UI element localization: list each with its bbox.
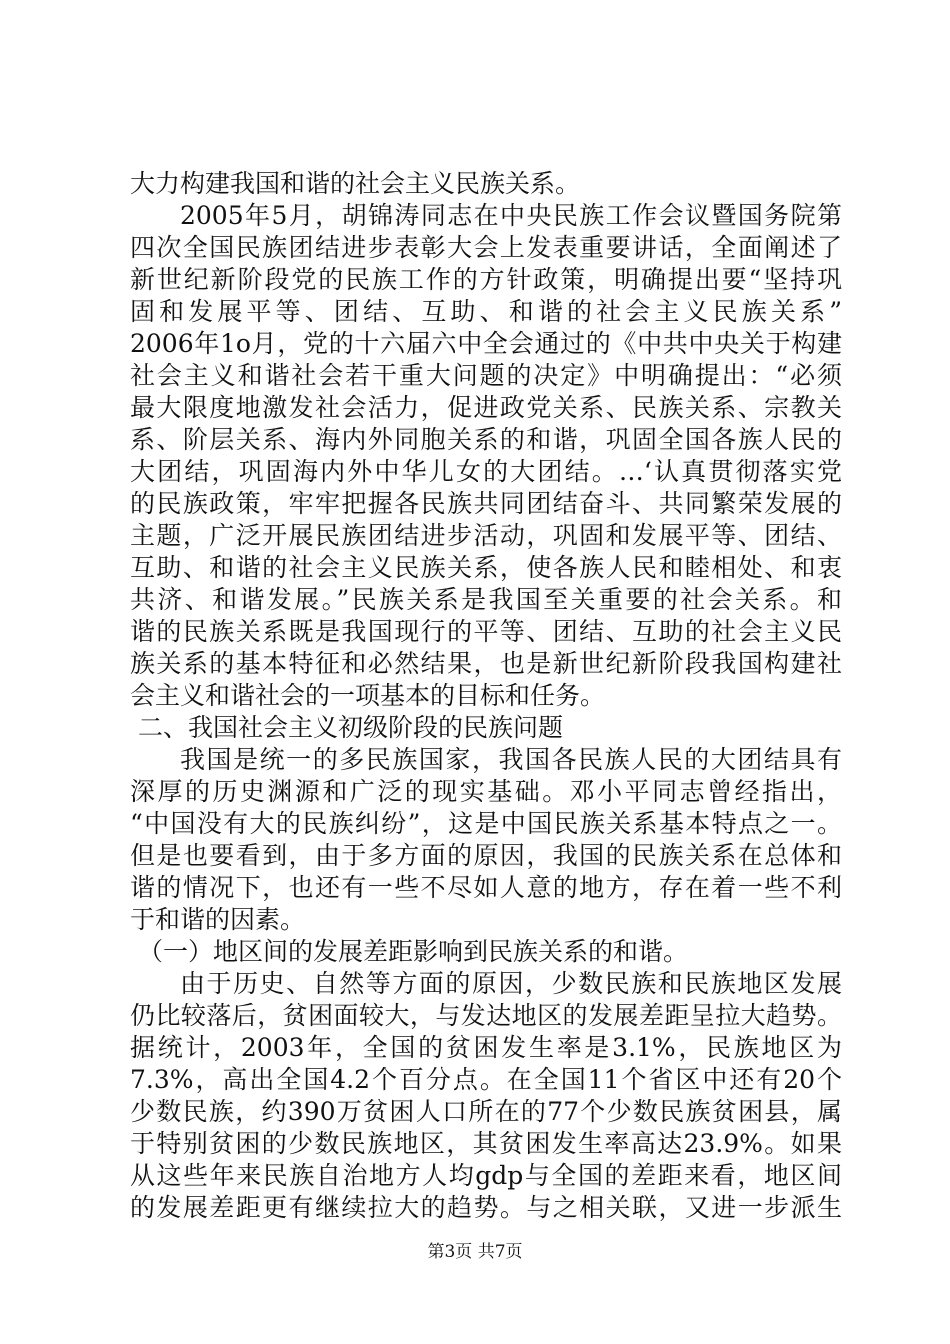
text-line: 深厚的历史渊源和广泛的现实基础。邓小平同志曾经指出， — [130, 777, 842, 806]
text-line: 于特别贫困的少数民族地区，其贫困发生率高达23.9%。如果 — [130, 1129, 842, 1158]
page-number-footer: 第3页 共7页 — [427, 1242, 523, 1262]
text-line: 的发展差距更有继续拉大的趋势。与之相关联，又进一步派生 — [130, 1193, 842, 1222]
text-line: 2006年1o月，党的十六届六中全会通过的《中共中央关于构建 — [130, 329, 842, 358]
text-line: 固和发展平等、团结、互助、和谐的社会主义民族关系” — [130, 297, 842, 326]
text-line: 的民族政策，牢牢把握各民族共同团结奋斗、共同繁荣发展的 — [130, 489, 842, 518]
text-line: 2005年5月，胡锦涛同志在中央民族工作会议暨国务院第 — [180, 201, 842, 230]
text-line: 大力构建我国和谐的社会主义民族关系。 — [130, 169, 581, 198]
text-line: 共济、和谐发展。”民族关系是我国至关重要的社会关系。和 — [130, 585, 842, 614]
subsection-heading: （一）地区间的发展差距影响到民族关系的和谐。 — [138, 937, 689, 966]
text-line: 由于历史、自然等方面的原因，少数民族和民族地区发展 — [180, 969, 842, 998]
text-line: 会主义和谐社会的一项基本的目标和任务。 — [130, 681, 606, 710]
text-line: 我国是统一的多民族国家，我国各民族人民的大团结具有 — [180, 745, 842, 774]
section-heading: 二、我国社会主义初级阶段的民族问题 — [138, 713, 564, 742]
text-line: 社会主义和谐社会若干重大问题的决定》中明确提出：“必须 — [130, 361, 842, 390]
document-body — [130, 168, 842, 1224]
text-line: 从这些年来民族自治地方人均gdp与全国的差距来看，地区间 — [130, 1161, 842, 1190]
text-line: 但是也要看到，由于多方面的原因，我国的民族关系在总体和 — [130, 841, 842, 870]
text-line: 少数民族，约390万贫困人口所在的77个少数民族贫困县，属 — [130, 1097, 842, 1126]
text-line: 谐的民族关系既是我国现行的平等、团结、互助的社会主义民 — [130, 617, 842, 646]
text-line: 新世纪新阶段党的民族工作的方针政策，明确提出要“坚持巩 — [130, 265, 842, 294]
text-line: 四次全国民族团结进步表彰大会上发表重要讲话，全面阐述了 — [130, 233, 842, 262]
text-line: 族关系的基本特征和必然结果，也是新世纪新阶段我国构建社 — [130, 649, 842, 678]
text-line: 于和谐的因素。 — [130, 905, 306, 934]
text-line: 谐的情况下，也还有一些不尽如人意的地方，存在着一些不利 — [130, 873, 842, 902]
text-line: 系、阶层关系、海内外同胞关系的和谐，巩固全国各族人民的 — [130, 425, 842, 454]
text-line: 最大限度地激发社会活力，促进政党关系、民族关系、宗教关 — [130, 393, 842, 422]
text-line: 主题，广泛开展民族团结进步活动，巩固和发展平等、团结、 — [130, 521, 842, 550]
text-line: “中国没有大的民族纠纷”，这是中国民族关系基本特点之一。 — [130, 809, 842, 838]
text-line: 7.3%，高出全国4.2个百分点。在全国11个省区中还有20个 — [130, 1065, 842, 1094]
text-line: 大团结，巩固海内外中华儿女的大团结。…‘认真贯彻落实党 — [130, 457, 842, 486]
text-line: 据统计，2003年，全国的贫困发生率是3.1%，民族地区为 — [130, 1033, 842, 1062]
text-line: 互助、和谐的社会主义民族关系，使各族人民和睦相处、和衷 — [130, 553, 842, 582]
text-line: 仍比较落后，贫困面较大，与发达地区的发展差距呈拉大趋势。 — [130, 1001, 842, 1030]
